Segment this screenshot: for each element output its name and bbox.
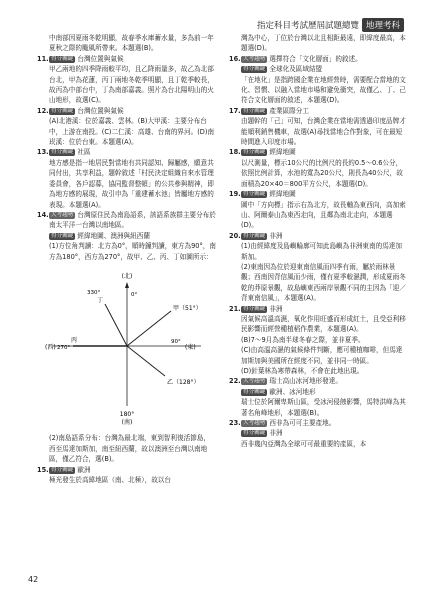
answer-paragraph: 中南部因夏雨冬乾明顯，故春季水庫蓄水量，多為前一年夏秋之際的颱風所帶來。本題選(B)。 bbox=[49, 34, 214, 53]
question-topic: 產業區際分工 bbox=[269, 106, 309, 115]
answer-paragraph: 灣為中心，丁位於台灣以北且相距最遠，即緯度最高，本題選(D)。 bbox=[241, 34, 406, 53]
question-topic: 瑞士高山冰河地形發達。 bbox=[269, 377, 342, 386]
question-number: 21. bbox=[229, 304, 241, 313]
west-degree: 270° bbox=[57, 344, 71, 351]
question-topic: 選擇符合「文化層面」的敘述。 bbox=[269, 54, 362, 63]
key-badge: 得分關鍵 bbox=[243, 107, 266, 114]
question-subheading bbox=[229, 428, 408, 438]
question-topic: 西非為可可主要產地。 bbox=[269, 419, 336, 428]
east-label: (東) bbox=[185, 343, 196, 351]
question-topic: 經緯地圖、澳洲與紐西蘭 bbox=[77, 231, 150, 240]
question-12 bbox=[37, 106, 216, 116]
key-badge: 得分關鍵 bbox=[51, 107, 74, 114]
question-heading bbox=[241, 304, 283, 314]
question-number: 12. bbox=[37, 106, 49, 115]
trend-badge: 大考趨勢 bbox=[51, 211, 74, 218]
yi-vector bbox=[127, 346, 165, 376]
question-16 bbox=[229, 54, 408, 64]
south-degree: 180° bbox=[119, 410, 135, 418]
key-badge: 得分關鍵 bbox=[51, 466, 74, 473]
ding-label: 丁 bbox=[97, 296, 104, 304]
question-heading bbox=[241, 189, 296, 199]
question-topic: 歐洲、冰河地形 bbox=[269, 387, 316, 396]
question-21 bbox=[229, 304, 408, 314]
answer-paragraph: 甲乙兩地的四季降雨較平均，且乙降雨量多，故乙為北部台北，甲為花蓮，丙丁兩地冬乾季明顯，且丁乾季較長，故丙為中部台中，丁為南部嘉義。照片為台北陽明山的火山地形，故選(C)。 bbox=[49, 65, 214, 105]
bing-label: 丙 bbox=[71, 336, 78, 344]
question-heading bbox=[241, 147, 296, 157]
question-14 bbox=[37, 210, 216, 231]
answer-paragraph: 因氣候高溫高濕，氧化作用旺盛而形成紅土，且受亞利移民影響而經營種植稻作農業，本題選(A)。 bbox=[241, 314, 406, 334]
right-column bbox=[229, 33, 408, 449]
question-subheading bbox=[229, 387, 408, 397]
answer-paragraph: 圖中「方向標」指示右為北方，故長軸為東西向，高加索山、阿爾泰山為東西走向，且鄰為南北走向，本題選(D)。 bbox=[241, 200, 406, 230]
question-topic: 非洲 bbox=[269, 231, 283, 240]
question-heading bbox=[241, 376, 342, 386]
answer-paragraph: 瑞士位於阿爾卑斯山區，受冰河侵蝕影響，馬特洪峰為其著名角峰地形，本題選(B)。 bbox=[241, 398, 406, 417]
key-badge: 得分關鍵 bbox=[243, 388, 266, 395]
key-badge: 得分關鍵 bbox=[243, 66, 266, 73]
question-13 bbox=[37, 147, 216, 157]
question-20 bbox=[229, 231, 408, 241]
question-topic: 台灣位置與氣候 bbox=[77, 54, 124, 63]
answer-paragraph: (1)方位角判讀：北方為0°，順時鐘判讀，東方為90°，南方為180°，西方為270°，故甲、乙、丙、丁如圖所示： bbox=[49, 242, 216, 261]
ding-degree: 330° bbox=[87, 289, 101, 296]
question-15 bbox=[37, 465, 216, 475]
key-badge: 得分關鍵 bbox=[243, 305, 266, 312]
north-degree: 0° bbox=[131, 291, 138, 298]
answer-paragraph: 極光發生於高緯地區（南、北極），故以台 bbox=[49, 475, 171, 484]
north-label: (北) bbox=[121, 272, 133, 280]
question-topic: 非洲 bbox=[269, 429, 283, 438]
question-topic: 台灣位置與氣候 bbox=[77, 106, 124, 115]
question-topic: 社區 bbox=[77, 148, 91, 157]
question-19 bbox=[229, 189, 408, 199]
west-label: (西) bbox=[45, 343, 56, 351]
question-topic: 全球化及區域結盟 bbox=[269, 65, 323, 74]
answer-paragraph: (A)北港溪：位於嘉義、雲林。(B)大甲溪：主要分布台中，上游在南投。(C)二仁溪：高雄、台南的界河。(D)南崁溪：位於台東。本題選(A)。 bbox=[49, 117, 215, 147]
question-heading bbox=[49, 106, 124, 116]
header-subject-badge: 地理考科 bbox=[362, 18, 404, 32]
east-degree: 90° bbox=[171, 338, 181, 345]
answer-paragraph: 以尺測量，標示10公尺的比例尺的長約0.5～0.6公分，依照比例計算，水池的寬為20公尺，則長為40公尺，故面積為20×40＝800平方公尺，本題選(D)。 bbox=[241, 158, 403, 188]
question-heading bbox=[49, 210, 216, 231]
direction-diagram bbox=[43, 266, 211, 426]
key-badge: 得分關鍵 bbox=[243, 149, 266, 156]
question-heading bbox=[241, 418, 335, 428]
answer-paragraph: 地方感是指一地居民對當地有共同認知、歸屬感，願意共同付出，共享利益，題幹敘述「村民決定組織自來水管理委員會，各戶認募，協同監督整頓」的公共參與精神，即為地方感的展現，故引申為「重建蓄水池」皆屬地方感的表現。本題選(A)。 bbox=[49, 158, 214, 209]
question-heading bbox=[241, 106, 309, 116]
question-topic: 經緯地圖 bbox=[269, 190, 296, 199]
jia-label: 甲（51°） bbox=[173, 304, 202, 312]
yi-label: 乙（128°） bbox=[167, 378, 200, 386]
question-18 bbox=[229, 147, 408, 157]
ding-vector bbox=[105, 304, 127, 346]
question-number: 16. bbox=[229, 54, 241, 63]
question-22 bbox=[229, 376, 408, 386]
key-badge: 得分關鍵 bbox=[243, 232, 266, 239]
question-heading bbox=[49, 147, 91, 157]
question-23 bbox=[229, 418, 408, 428]
question-number: 18. bbox=[229, 148, 241, 157]
question-number: 11. bbox=[37, 54, 49, 63]
question-topic: 歐洲 bbox=[77, 465, 91, 474]
question-heading bbox=[49, 465, 91, 475]
key-badge: 得分關鍵 bbox=[243, 191, 266, 198]
left-column bbox=[37, 33, 216, 485]
key-badge: 得分關鍵 bbox=[51, 55, 74, 62]
question-topic: 經緯地圖 bbox=[269, 148, 296, 157]
answer-paragraph: (2)南島語系分布：台灣為最北端，東到智利復活節島，西至馬達加斯加，南至紐西蘭，故以澳洲至台灣以南地區，僅乙符合，選(B)。 bbox=[49, 434, 210, 464]
question-number: 17. bbox=[229, 106, 241, 115]
trend-badge: 大考趨勢 bbox=[243, 420, 266, 427]
answer-paragraph: (C)由高溫高濕的氣候條件判斷，應可種植咖啡，但馬達加斯加與美國所在經度不同，並非同一時區。 bbox=[241, 346, 403, 365]
question-subheading bbox=[229, 64, 408, 74]
question-number: 14. bbox=[37, 210, 49, 219]
question-heading bbox=[49, 54, 124, 64]
header-title: 指定科目考試歷屆試題總覽 bbox=[256, 21, 359, 31]
page-header bbox=[257, 18, 404, 32]
key-badge: 得分關鍵 bbox=[51, 149, 74, 156]
question-heading bbox=[241, 231, 283, 241]
question-topic: 台灣原住民為南島語系，該語系族群主要分布於南太平洋一台灣以南地區。 bbox=[49, 210, 216, 230]
answer-paragraph: (1)由經緯度及島嶼輪廓可知此島嶼為非洲東南的馬達加斯加。 bbox=[241, 242, 402, 261]
question-11 bbox=[37, 54, 216, 64]
question-number: 13. bbox=[37, 148, 49, 157]
question-number: 15. bbox=[37, 465, 49, 474]
question-number: 19. bbox=[229, 190, 241, 199]
answer-paragraph: 「在地化」是指跨國企業在地經營時，需要配合當地的文化、習慣、以融入當地市場和避免衝突，故僅乙、丁、己符合文化層面的敘述，本題選(D)。 bbox=[241, 75, 406, 105]
answer-paragraph: 西非幾內亞灣為全球可可最重要的產區，本 bbox=[241, 439, 367, 448]
answer-paragraph: (D)針葉林為寒帶森林，不會在此地出現。 bbox=[241, 367, 364, 375]
page-number: 42 bbox=[28, 575, 39, 584]
question-number: 22. bbox=[229, 377, 241, 386]
question-number: 20. bbox=[229, 231, 241, 240]
answer-paragraph: 由題幹的「己」可知，台灣企業在當地需透過印度品牌才能順利銷售機車，故選(A)尋找當地合作對象，可在最短時間進入印度市場。 bbox=[241, 117, 406, 147]
trend-badge: 大考趨勢 bbox=[243, 378, 266, 385]
jia-vector bbox=[127, 311, 171, 346]
south-label: (南) bbox=[121, 418, 133, 426]
key-badge: 得分關鍵 bbox=[51, 232, 74, 239]
question-topic: 非洲 bbox=[269, 304, 283, 313]
answer-paragraph: (B)7～9月為南半球冬春之際，並非夏季。 bbox=[241, 335, 365, 344]
question-number: 23. bbox=[229, 419, 241, 428]
question-17 bbox=[229, 106, 408, 116]
question-heading bbox=[241, 54, 362, 64]
question-subheading bbox=[37, 231, 216, 241]
answer-paragraph: (2)東南因為位於迎東南信風而四季有雨，屬於雨林景觀；西南因背信風而少雨，僅有夏季較濕潤，形成夏雨冬乾的莽原景觀，故島嶼東西兩岸景觀不同的主因為「迎／背東南信風」，本題選(A)。 bbox=[241, 262, 406, 303]
key-badge: 得分關鍵 bbox=[243, 430, 266, 437]
north-arrow-icon bbox=[125, 282, 129, 288]
trend-badge: 大考趨勢 bbox=[243, 55, 266, 62]
